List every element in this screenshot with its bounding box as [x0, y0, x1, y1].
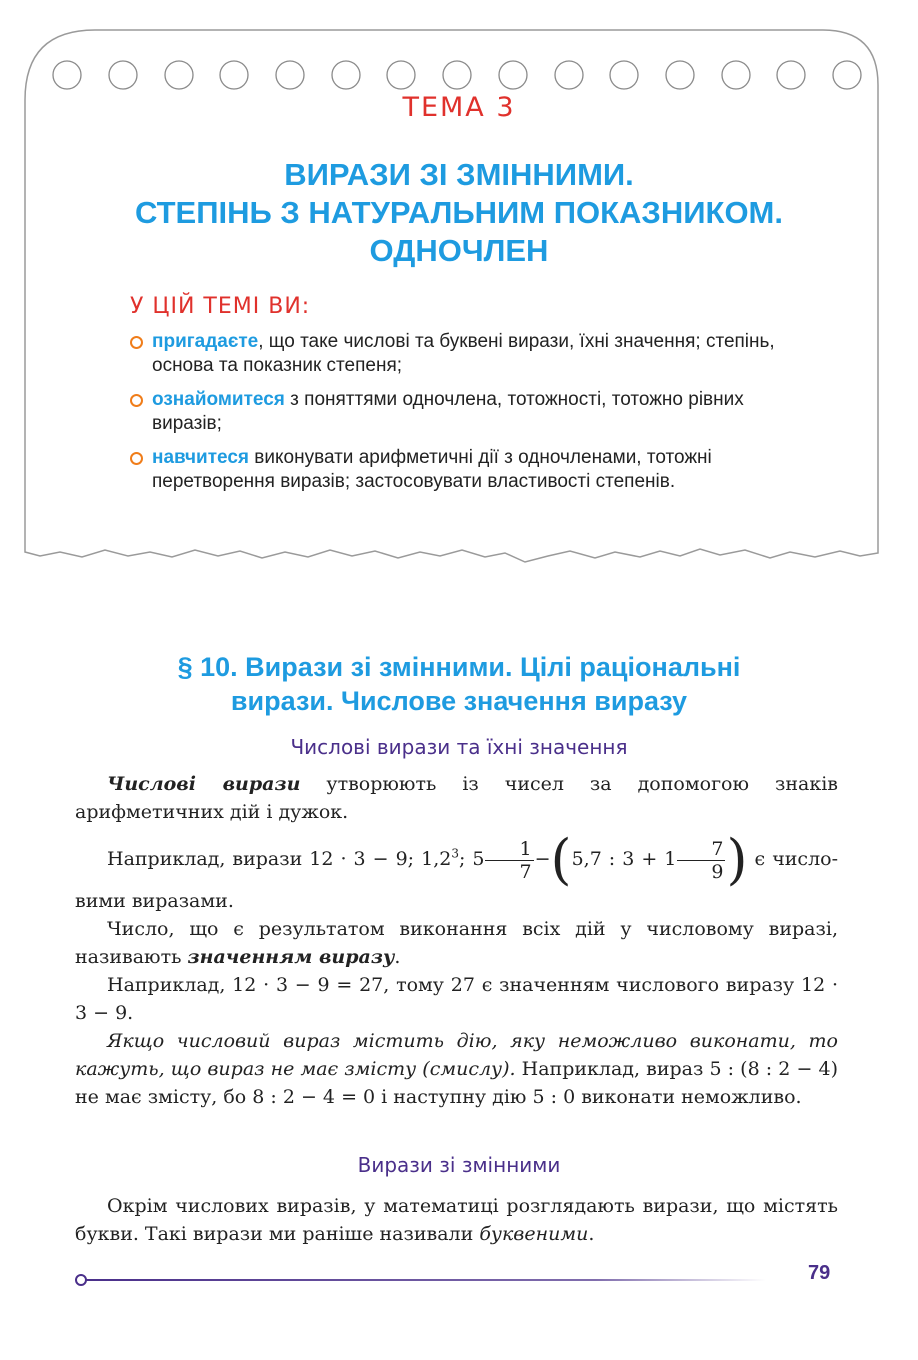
subsection-heading-numeric: Числові вирази та їхні значення [290, 735, 628, 759]
paragraph-text: Число, що є результатом виконання всіх дій у числовому виразі, називають [75, 918, 838, 968]
fraction-1-7 [485, 838, 533, 883]
paragraph-no-meaning [75, 1027, 838, 1111]
section-title [0, 650, 918, 718]
goals-heading: У ЦІЙ ТЕМІ ВИ: [130, 294, 311, 319]
text-block-2 [75, 1192, 838, 1248]
goal-text: з поняттями одночлена, тотожності, тотожно рівних виразів; [152, 389, 744, 434]
goal-keyword: навчитеся [152, 447, 249, 468]
paragraph-variables [75, 1192, 838, 1248]
goal-item [130, 388, 790, 436]
example-text: Наприклад, вирази 12 · 3 − 9; 1,2 [107, 848, 452, 870]
page-number: 79 [808, 1262, 831, 1284]
fraction-numerator: 7 [677, 838, 725, 861]
circle-bullet-icon [130, 336, 143, 349]
paragraph-text: . [588, 1223, 595, 1245]
topic-title-line-2: СТЕПІНЬ З НАТУРАЛЬНИМ ПОКАЗНИКОМ. [134, 195, 783, 230]
footer-rule [74, 1273, 774, 1287]
term-numeric-expressions: Числові вирази [107, 773, 301, 795]
topic-title-line-1: ВИРАЗИ ЗІ ЗМІННИМИ. [284, 157, 634, 192]
fraction-numerator: 1 [485, 838, 533, 861]
paragraph-value-example: Наприклад, 12 · 3 − 9 = 27, тому 27 є значенням числового виразу 12 · 3 − 9. [75, 974, 838, 1024]
paragraph-text: утворюють із чисел за допомогою знаків арифметичних дій і дужок. [75, 773, 838, 823]
fraction-7-9 [677, 838, 725, 883]
term-expression-value: значенням виразу [187, 946, 395, 968]
goal-item [130, 446, 790, 494]
paragraph-text: . [394, 946, 401, 968]
example-text: ; 5 [458, 848, 485, 870]
topic-title-line-3: ОДНОЧЛЕН [369, 233, 549, 268]
goal-item [130, 330, 790, 378]
paragraph-value-definition [75, 915, 838, 971]
minus-sign: − [534, 848, 551, 870]
paragraph-definition [75, 770, 838, 826]
fraction-denominator: 7 [519, 860, 532, 883]
exponent: 3 [451, 846, 459, 861]
section-title-line-1: § 10. Вирази зі змінними. Цілі раціональні [177, 652, 741, 682]
paragraph-text: Наприклад, вираз 5 : (8 : 2 − 4) не має змісту, бо 8 : 2 − 4 = 0 і наступну дію 5 : 0 виконати неможливо. [75, 1058, 838, 1108]
example-text: 5,7 : 3 + 1 [571, 848, 677, 870]
example-text: є числовими виразами. [75, 848, 839, 912]
section-title-line-2: вирази. Числове значення виразу [230, 686, 688, 716]
circle-bullet-icon [130, 452, 143, 465]
fraction-denominator: 9 [711, 860, 724, 883]
goal-text: , що таке числові та буквені вирази, їхні значення; степінь, основа та показник степеня; [152, 331, 775, 376]
topic-number: ТЕМА 3 [402, 92, 516, 123]
paragraph-text: Окрім числових виразів, у математиці розглядають вирази, що містять букви. Такі вирази ми раніше називали [75, 1195, 838, 1245]
term-letter-expressions: буквеними [479, 1223, 589, 1245]
paragraph-example [75, 828, 839, 915]
goal-text: виконувати арифметичні дії з одночленами, тотожні перетворення виразів; застосовувати властивості степенів. [152, 447, 712, 492]
goal-keyword: ознайомитеся [152, 389, 285, 410]
goal-keyword: пригадаєте [152, 331, 259, 352]
right-paren: ) [726, 828, 748, 891]
footer-circle-icon [76, 1275, 86, 1285]
subsection-heading-variables: Вирази зі змінними [357, 1153, 561, 1177]
goals-list [130, 330, 790, 504]
left-paren: ( [550, 828, 572, 891]
circle-bullet-icon [130, 394, 143, 407]
topic-title [0, 156, 918, 270]
text-block-1 [75, 770, 838, 1111]
rule-text: Якщо числовий вираз містить дію, яку неможливо виконати, то кажуть, що вираз не має змісту (смислу). [75, 1030, 838, 1080]
